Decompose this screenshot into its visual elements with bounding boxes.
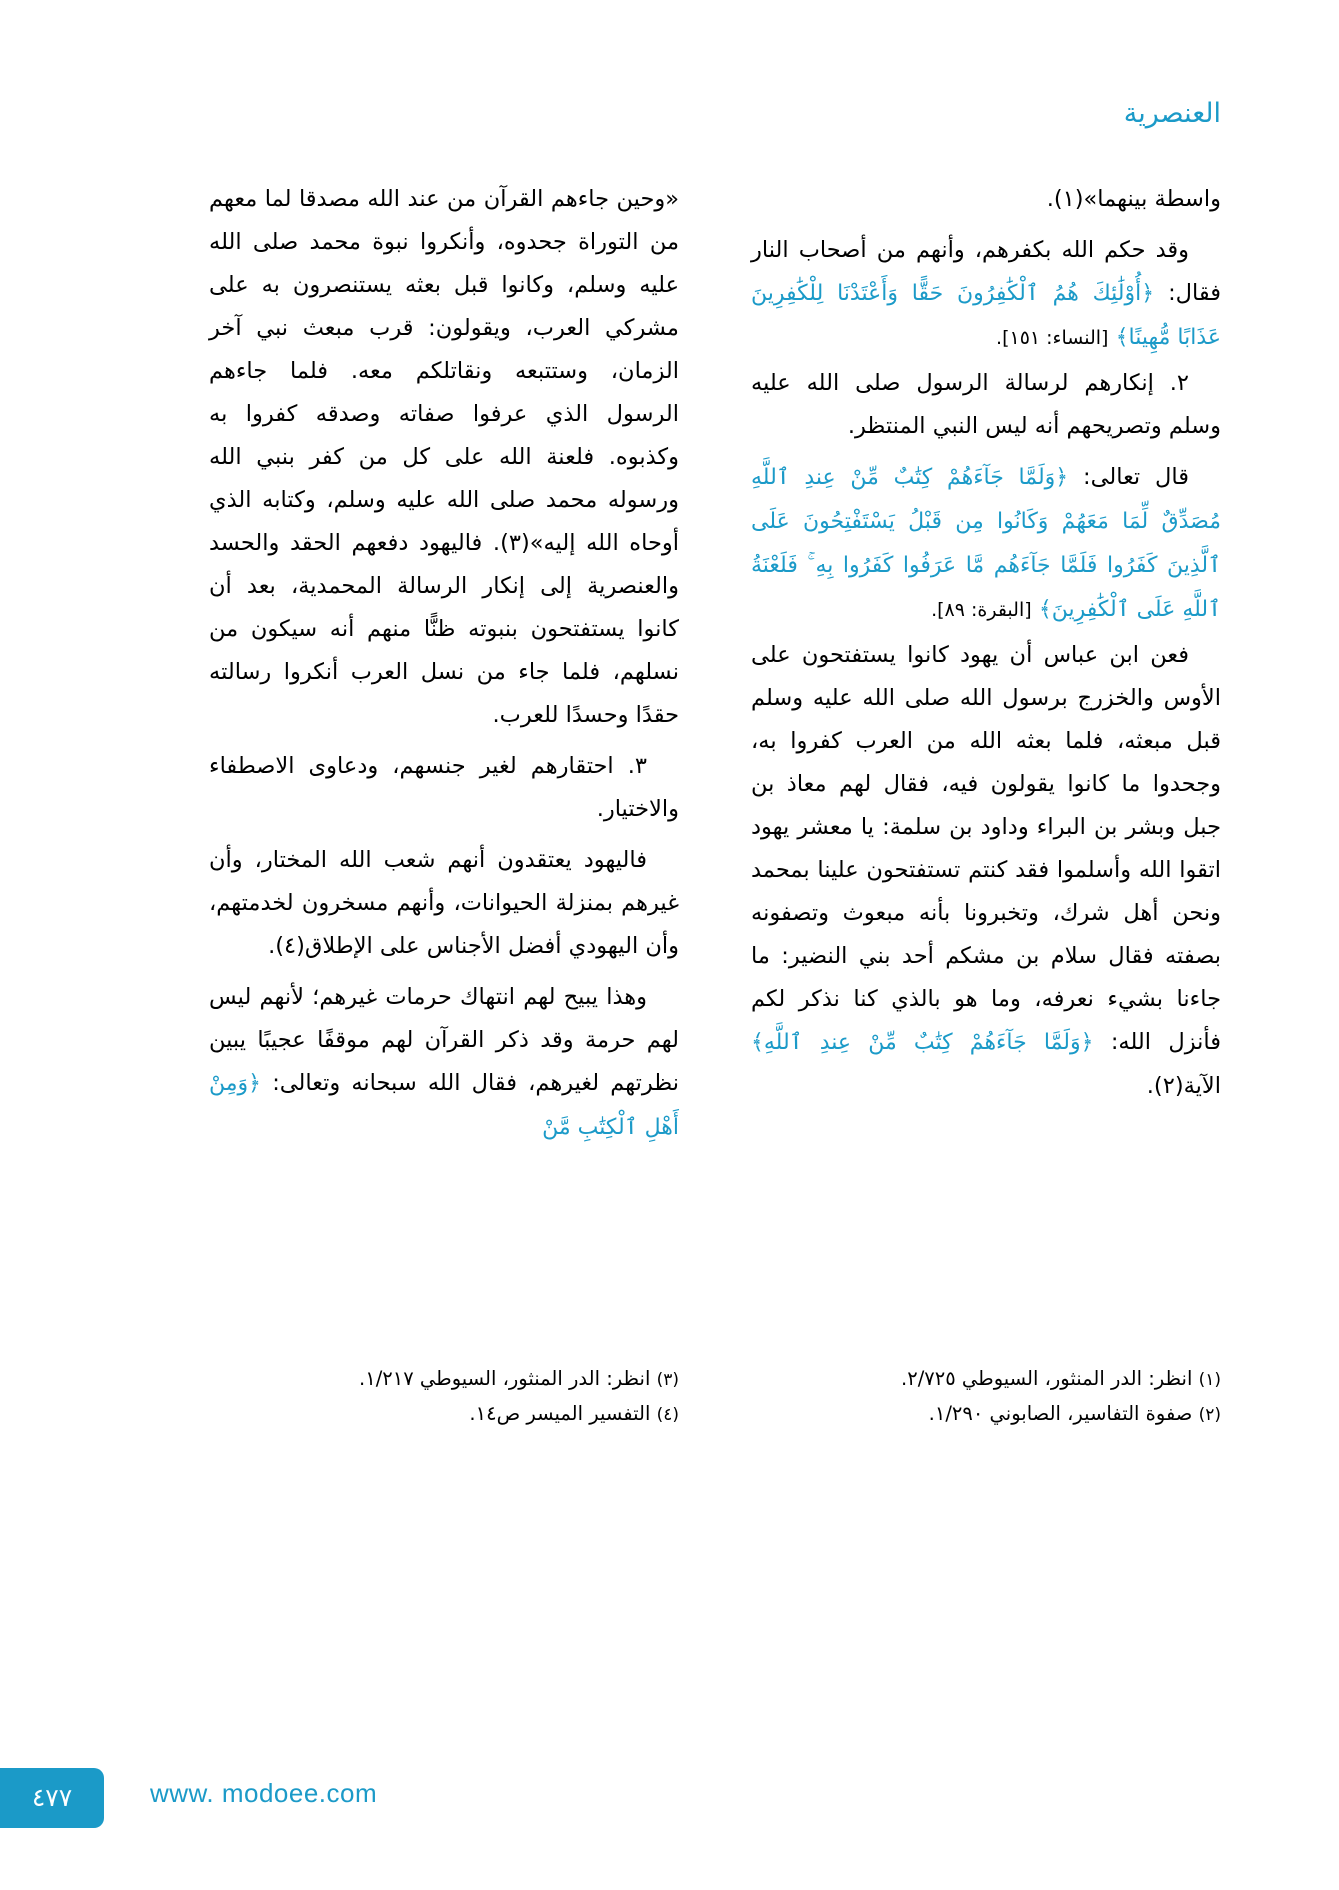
paragraph-text: فاليهود يعتقدون أنهم شعب الله المختار، وأن غيرهم بمنزلة الحيوانات، وأنهم مسخرون لخدمتهم، وأن اليهودي أفضل الأجناس على الإطلاق(٤). — [209, 847, 679, 959]
footnote-item — [751, 1362, 1221, 1397]
footnote-number: (٣) — [656, 1370, 679, 1390]
quran-verse: ﴿أُوْلَٰئِكَ هُمُ ٱلْكَٰفِرُونَ حَقًّا وَأَعْتَدْنَا لِلْكَٰفِرِينَ عَذَابًا مُّهِينًا﴾ — [751, 281, 1221, 350]
footnote-item — [209, 1362, 679, 1397]
page-number: ٤٧٧ — [31, 1783, 73, 1812]
paragraph-text: واسطة بينهما»(١). — [1046, 186, 1221, 212]
footnote-item — [209, 1397, 679, 1432]
paragraph-text: ٣. احتقارهم لغير جنسهم، ودعاوى الاصطفاء والاختيار. — [209, 753, 679, 822]
verse-reference: [البقرة: ٨٩]. — [931, 599, 1032, 621]
paragraph-text: «وحين جاءهم القرآن من عند الله مصدقا لما معهم من التوراة جحدوه، وأنكروا نبوة محمد صلى الله عليه وسلم، وكانوا قبل بعثه يستنصرون به على مشركي العرب، ويقولون: قرب مبعث نبي آخر الزمان، وستتبعه ونقاتلكم معه. فلما جاءهم الرسول الذي عرفوا صفاته وصدقه كفروا به وكذبوه. فلعنة الله على كل من كفر بنبي الله ورسوله محمد صلى الله عليه وسلم، وكتابه الذي أوحاه الله إليه»(٣). فاليهود دفعهم الحقد والحسد والعنصرية إلى إنكار الرسالة المحمدية، بعد أن كانوا يستفتحون بنبوته ظنًّا منهم أنه سيكون من نسلهم، فلما جاء من نسل العرب أنكروا رسالته حقدًا وحسدًا للعرب. — [209, 186, 679, 728]
paragraph — [751, 634, 1221, 1108]
paragraph-text: فعن ابن عباس أن يهود كانوا يستفتحون على الأوس والخزرج برسول الله صلى الله عليه وسلم قبل مبعثه، فلما بعثه الله من العرب كفروا به، وجحدوا ما كانوا يقولون فيه، فقال لهم معاذ بن جبل وبشر بن البراء وداود بن سلمة: يا معشر يهود اتقوا الله وأسلموا فقد كنتم تستفتحون علينا بمحمد ونحن أهل شرك، وتخبرونا بأنه مبعوث وتصفونه بصفته فقال سلام بن مشكم أحد بني النضير: ما جاءنا بشيء نعرفه، وما هو بالذي كنا نذكر لكم فأنزل الله: — [751, 642, 1221, 1055]
footnote-number: (٢) — [1198, 1405, 1221, 1425]
paragraph — [209, 839, 679, 968]
quran-verse: ﴿وَلَمَّا جَآءَهُمْ كِتَٰبٌ مِّنْ عِندِ ٱللَّهِ مُصَدِّقٌ لِّمَا مَعَهُمْ وَكَانُوا مِن قَبْلُ يَسْتَفْتِحُونَ عَلَى ٱلَّذِينَ كَفَرُوا فَلَمَّا جَآءَهُم مَّا عَرَفُوا كَفَرُوا بِهِ ۚ فَلَعْنَةُ ٱللَّهِ عَلَى ٱلْكَٰفِرِينَ﴾ — [751, 465, 1221, 622]
footnote-text: صفوة التفاسير، الصابوني ١/٢٩٠. — [928, 1402, 1193, 1425]
footnote-number: (٤) — [656, 1405, 679, 1425]
footnote-text: انظر: الدر المنثور، السيوطي ٢/٧٢٥. — [901, 1367, 1193, 1390]
chapter-title: العنصرية — [1123, 98, 1221, 129]
column-right — [751, 178, 1221, 1333]
quran-verse-inline: ﴿وَمِنْ أَهْلِ ٱلْكِتَٰبِ مَّنْ — [209, 1071, 679, 1140]
verse-reference: [النساء: ١٥١]. — [996, 327, 1109, 349]
paragraph — [209, 178, 679, 737]
footnote-column-left — [209, 1362, 679, 1432]
paragraph-text: ٢. إنكارهم لرسالة الرسول صلى الله عليه وسلم وتصريحهم أنه ليس النبي المنتظر. — [751, 370, 1221, 439]
paragraph — [751, 229, 1221, 360]
footnote-item — [751, 1397, 1221, 1432]
website-link[interactable]: www. modoee.com — [150, 1778, 378, 1808]
footnote-text: انظر: الدر المنثور، السيوطي ١/٢١٧. — [359, 1367, 651, 1390]
page-header — [121, 98, 1221, 129]
body-columns — [116, 178, 1221, 1333]
paragraph-text-end: الآية(٢). — [1146, 1073, 1221, 1099]
paragraph — [751, 456, 1221, 632]
footnotes — [116, 1362, 1221, 1432]
footnote-number: (١) — [1198, 1370, 1221, 1390]
paragraph — [209, 745, 679, 831]
paragraph-text: وهذا يبيح لهم انتهاك حرمات غيرهم؛ لأنهم ليس لهم حرمة وقد ذكر القرآن لهم موقفًا عجيبًا يبين نظرتهم لغيرهم، فقال الله سبحانه وتعالى: — [209, 984, 679, 1096]
footnote-column-right — [751, 1362, 1221, 1432]
paragraph-text: وقد حكم الله بكفرهم، وأنهم من أصحاب النار فقال: — [751, 237, 1222, 306]
paragraph — [751, 362, 1221, 448]
quran-verse-inline: ﴿وَلَمَّا جَآءَهُمْ كِتَٰبٌ مِّنْ عِندِ ٱللَّهِ﴾ — [751, 1030, 1094, 1055]
paragraph — [209, 976, 679, 1150]
paragraph — [751, 178, 1221, 221]
footnote-text: التفسير الميسر ص١٤. — [469, 1402, 651, 1425]
column-left — [209, 178, 679, 1333]
paragraph-text: قال تعالى: — [1068, 464, 1189, 490]
